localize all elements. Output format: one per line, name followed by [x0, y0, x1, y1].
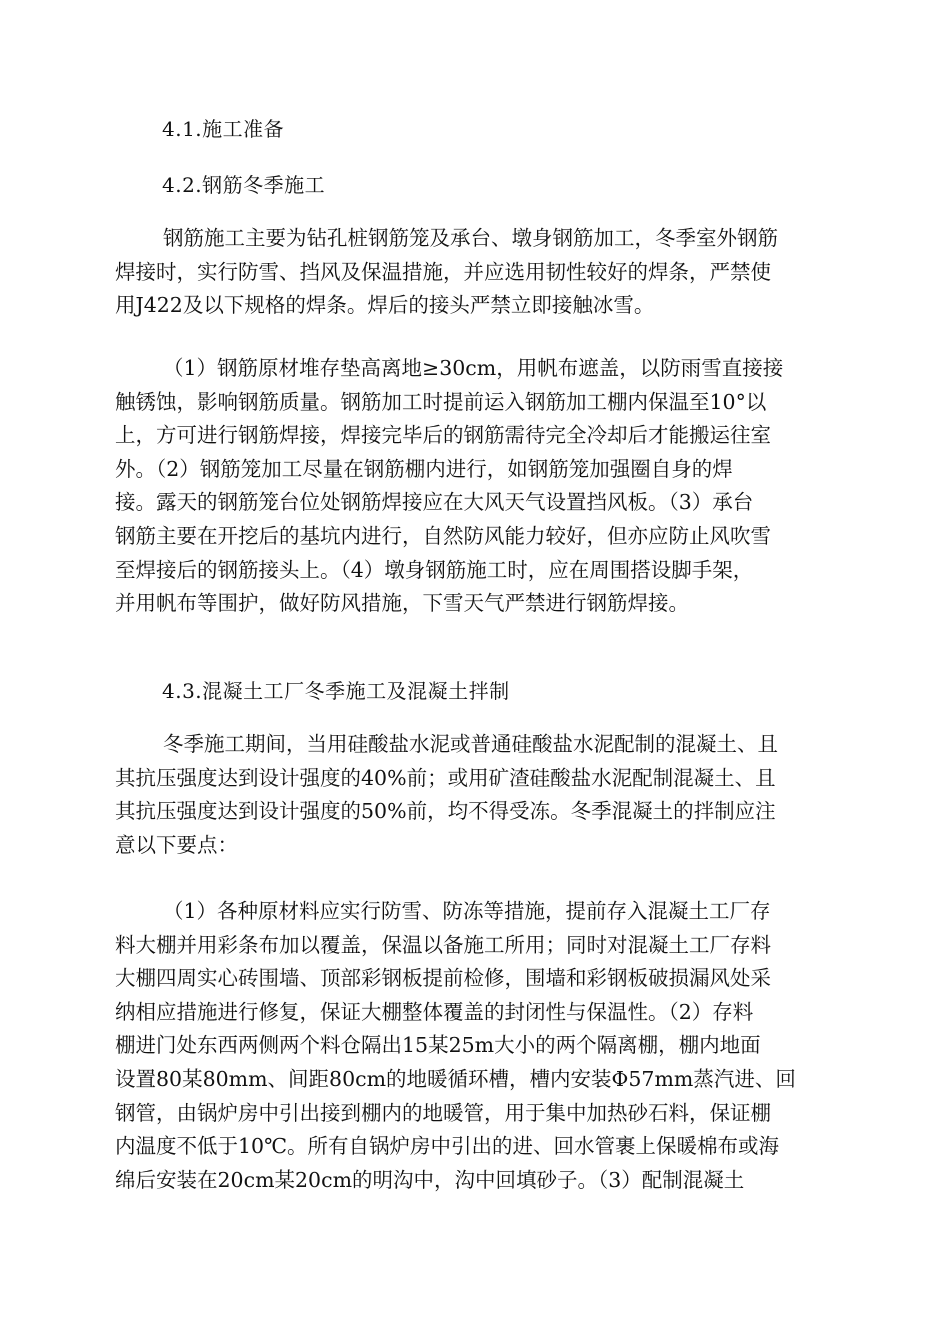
- text-line: 焊接时，实行防雪、挡风及保温措施，并应选用韧性较好的焊条，严禁使: [115, 259, 771, 284]
- section-heading-4-1: 4.1.施工准备: [162, 117, 285, 141]
- text-line: 触锈蚀，影响钢筋质量。钢筋加工时提前运入钢筋加工棚内保温至10°以: [115, 389, 767, 414]
- text-line: 其抗压强度达到设计强度的40%前；或用矿渣硅酸盐水泥配制混凝土、且: [115, 765, 776, 790]
- section-heading-4-2: 4.2.钢筋冬季施工: [162, 173, 326, 197]
- text-line: 意以下要点：: [115, 832, 238, 857]
- text-line: 纳相应措施进行修复，保证大棚整体覆盖的封闭性与保温性。（2）存料: [115, 999, 754, 1024]
- text-line: 外。（2）钢筋笼加工尽量在钢筋棚内进行，如钢筋笼加强圈自身的焊: [115, 456, 733, 481]
- text-line: 设置80某80mm、间距80cm的地暖循环槽，槽内安装Φ57mm蒸汽进、回: [115, 1066, 796, 1091]
- text-line: 其抗压强度达到设计强度的50%前，均不得受冻。冬季混凝土的拌制应注: [115, 799, 776, 824]
- text-line: 冬季施工期间，当用硅酸盐水泥或普通硅酸盐水泥配制的混凝土、且: [163, 732, 778, 756]
- text-line: 钢管，由锅炉房中引出接到棚内的地暖管，用于集中加热砂石料，保证棚: [115, 1100, 771, 1125]
- text-line: 接。露天的钢筋笼台位处钢筋焊接应在大风天气设置挡风板。（3）承台: [115, 490, 754, 515]
- text-line: 用J422及以下规格的焊条。焊后的接头严禁立即接触冰雪。: [115, 293, 655, 318]
- text-line: 绵后安装在20cm某20cm的明沟中，沟中回填砂子。（3）配制混凝土: [115, 1167, 745, 1192]
- text-line: 钢筋施工主要为钻孔桩钢筋笼及承台、墩身钢筋加工，冬季室外钢筋: [163, 226, 778, 250]
- text-line: （1）钢筋原材堆存垫高离地≥30cm，用帆布遮盖，以防雨雪直接接: [163, 356, 784, 380]
- text-line: 棚进门处东西两侧两个料仓隔出15某25m大小的两个隔离棚，棚内地面: [115, 1033, 761, 1058]
- text-line: 钢筋主要在开挖后的基坑内进行，自然防风能力较好，但亦应防止风吹雪: [115, 523, 771, 548]
- text-line: 大棚四周实心砖围墙、顶部彩钢板提前检修，围墙和彩钢板破损漏风处采: [115, 966, 771, 991]
- text-line: （1）各种原材料应实行防雪、防冻等措施，提前存入混凝土工厂存: [163, 899, 771, 923]
- text-line: 至焊接后的钢筋接头上。（4）墩身钢筋施工时，应在周围搭设脚手架，: [115, 557, 754, 582]
- text-line: 料大棚并用彩条布加以覆盖，保温以备施工所用；同时对混凝土工厂存料: [115, 932, 771, 957]
- text-line: 并用帆布等围护，做好防风措施，下雪天气严禁进行钢筋焊接。: [115, 591, 689, 616]
- section-heading-4-3: 4.3.混凝土工厂冬季施工及混凝土拌制: [162, 679, 510, 703]
- paragraph-rebar-items: [115, 352, 840, 621]
- text-line: 内温度不低于10℃。所有自锅炉房中引出的进、回水管裹上保暖棉布或海: [115, 1134, 780, 1159]
- paragraph-concrete-intro: [115, 728, 840, 862]
- paragraph-rebar-intro: [115, 222, 840, 323]
- paragraph-concrete-items: [115, 895, 840, 1197]
- text-line: 上，方可进行钢筋焊接，焊接完毕后的钢筋需待完全冷却后才能搬运往室: [115, 423, 771, 448]
